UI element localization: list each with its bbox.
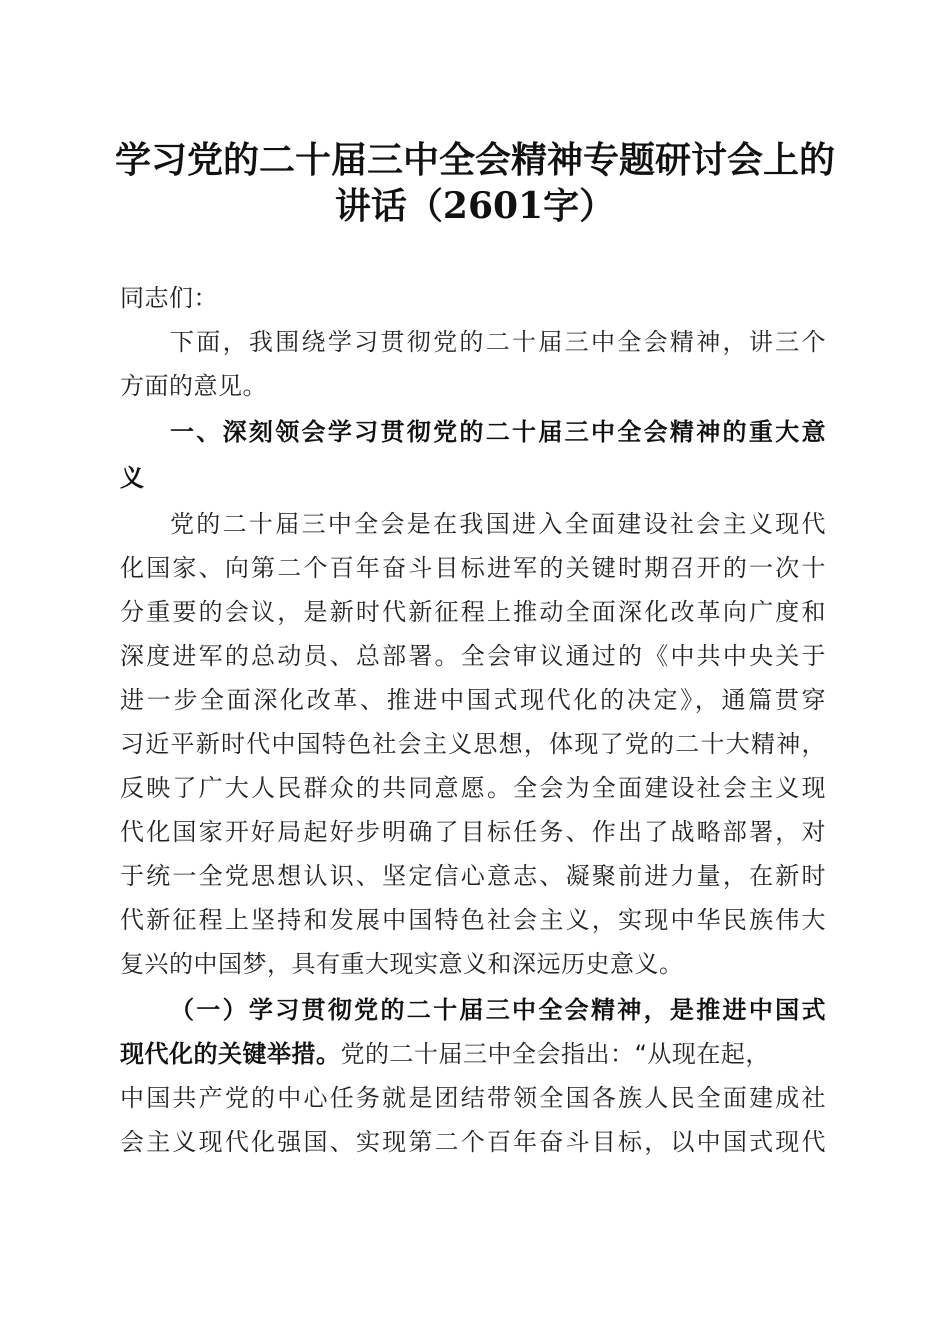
paragraph-line: 党的二十届三中全会是在我国进入全面建设社会主义现代 [170, 510, 826, 538]
paragraph-line: 化国家、向第二个百年奋斗目标进军的关键时期召开的一次十 [120, 554, 826, 582]
paragraph-line: 中国共产党的中心任务就是团结带领全国各族人民全面建成社 [120, 1084, 826, 1112]
paragraph-line: 习近平新时代中国特色社会主义思想，体现了党的二十大精神， [120, 730, 826, 758]
paragraph-line: 复兴的中国梦，具有重大现实意义和深远历史意义。 [120, 950, 684, 978]
section-heading-line: 一、深刻领会学习贯彻党的二十届三中全会精神的重大意 [170, 418, 826, 446]
document-title-line-1: 学习党的二十届三中全会精神专题研讨会上的 [114, 139, 835, 181]
document-title-line-2: 讲话（2601字） [334, 185, 616, 227]
paragraph-line: 于统一全党思想认识、坚定信心意志、凝聚前进力量，在新时 [120, 862, 826, 890]
paragraph-text: 党的二十届三中全会指出：“从现在起， [340, 1040, 770, 1068]
paragraph-line: 下面，我围绕学习贯彻党的二十届三中全会精神，讲三个 [170, 328, 826, 356]
section-heading-line: 义 [120, 464, 145, 492]
subsection-heading-line: （一）学习贯彻党的二十届三中全会精神，是推进中国式 [170, 996, 826, 1024]
paragraph-line: 深度进军的总动员、总部署。全会审议通过的《中共中央关于 [120, 642, 826, 670]
subsection-heading-line-2 [120, 1032, 826, 1076]
paragraph-line: 分重要的会议，是新时代新征程上推动全面深化改革向广度和 [120, 598, 826, 626]
paragraph-line: 反映了广大人民群众的共同意愿。全会为全面建设社会主义现 [120, 774, 826, 802]
paragraph-line: 进一步全面深化改革、推进中国式现代化的决定》，通篇贯穿 [120, 686, 826, 714]
paragraph-line: 方面的意见。 [120, 372, 267, 400]
paragraph-line: 会主义现代化强国、实现第二个百年奋斗目标，以中国式现代 [120, 1128, 826, 1156]
salutation: 同志们： [120, 284, 218, 312]
subsection-heading-tail: 现代化的关键举措。 [120, 1040, 341, 1068]
paragraph-line: 代新征程上坚持和发展中国特色社会主义，实现中华民族伟大 [120, 906, 826, 934]
paragraph-line: 代化国家开好局起好步明确了目标任务、作出了战略部署，对 [120, 818, 826, 846]
